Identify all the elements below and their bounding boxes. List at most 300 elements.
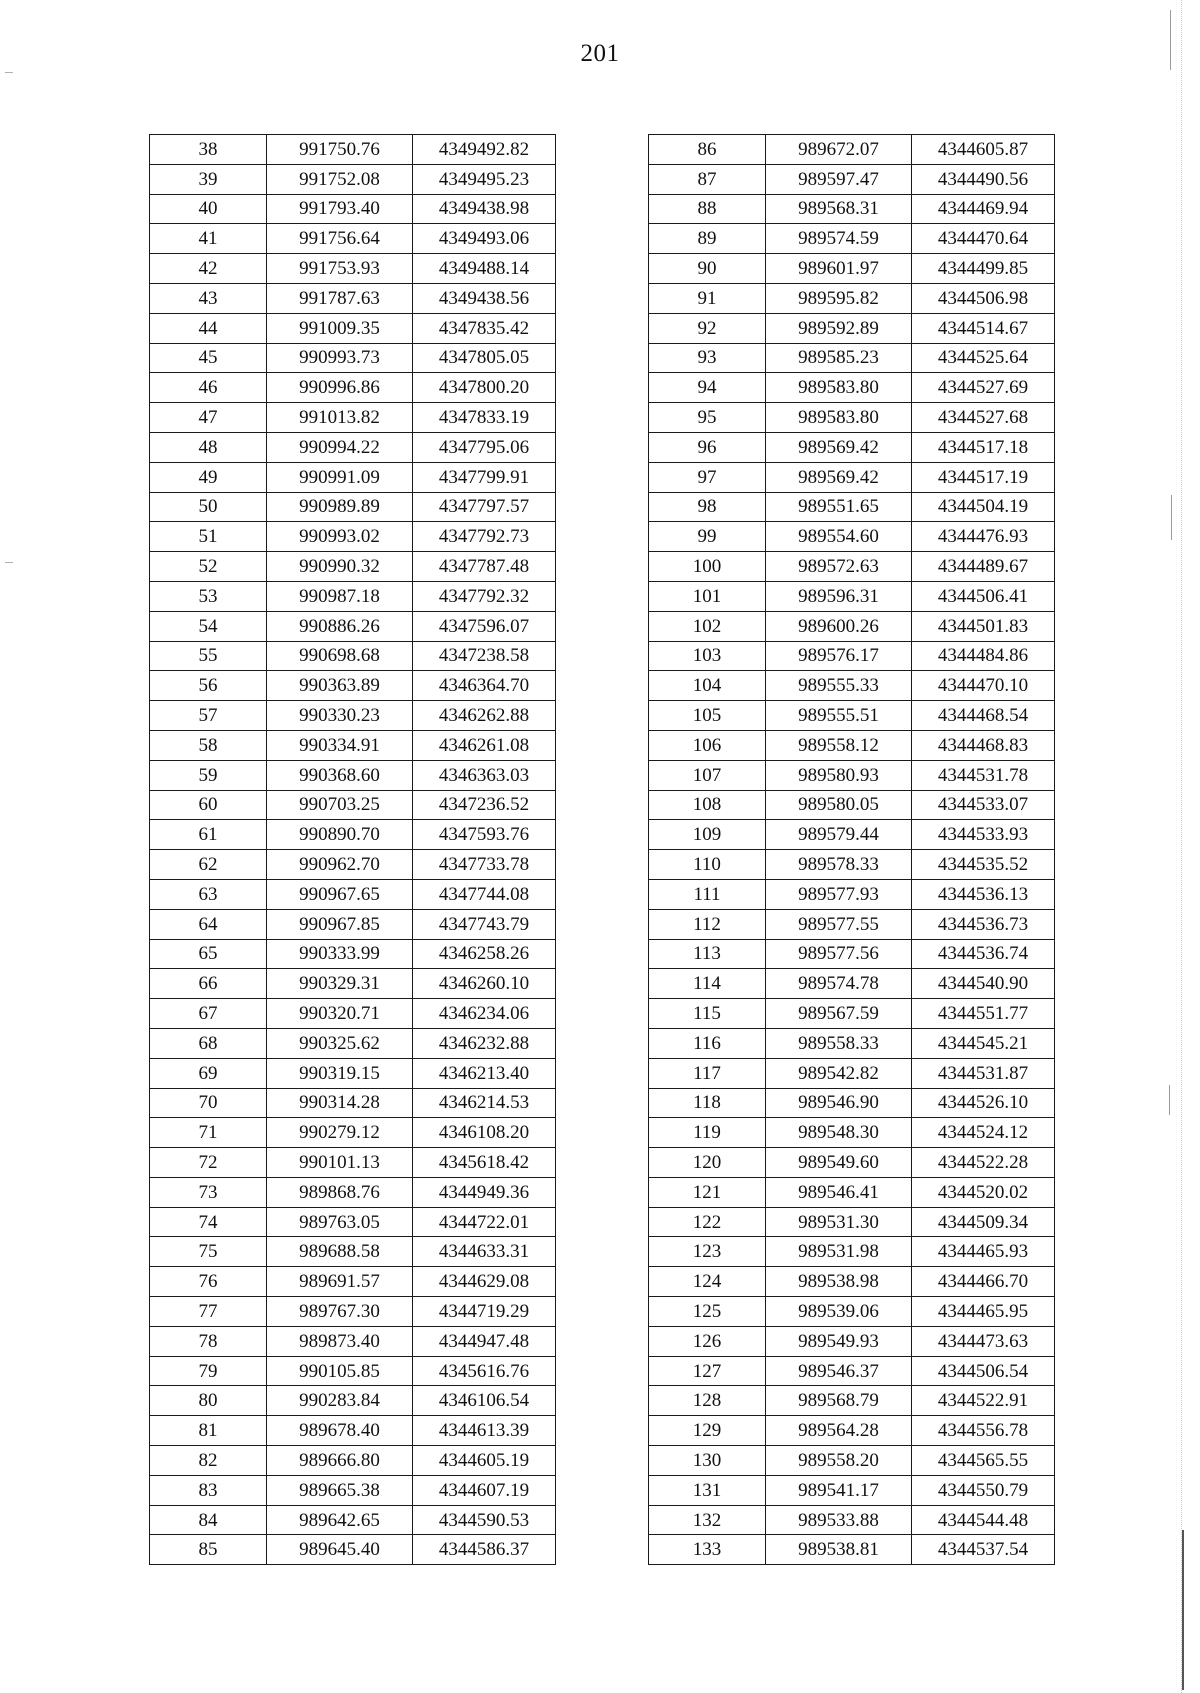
x-coordinate-cell: 991787.63 — [267, 283, 413, 313]
x-coordinate-cell: 989538.81 — [766, 1535, 912, 1565]
x-coordinate-cell: 989642.65 — [267, 1505, 413, 1535]
point-number-cell: 99 — [649, 522, 766, 552]
table-row — [150, 1475, 556, 1505]
point-number-cell: 108 — [649, 790, 766, 820]
table-row — [150, 999, 556, 1029]
table-row — [150, 1386, 556, 1416]
x-coordinate-cell: 990990.32 — [267, 552, 413, 582]
x-coordinate-cell: 989596.31 — [766, 581, 912, 611]
table-row — [150, 1177, 556, 1207]
y-coordinate-cell: 4344586.37 — [413, 1535, 556, 1565]
point-number-cell: 48 — [150, 432, 267, 462]
table-row — [150, 373, 556, 403]
table-row — [649, 254, 1055, 284]
y-coordinate-cell: 4344719.29 — [413, 1297, 556, 1327]
point-number-cell: 58 — [150, 730, 267, 760]
y-coordinate-cell: 4344522.28 — [912, 1148, 1055, 1178]
point-number-cell: 40 — [150, 194, 267, 224]
x-coordinate-cell: 989688.58 — [267, 1237, 413, 1267]
y-coordinate-cell: 4344556.78 — [912, 1416, 1055, 1446]
x-coordinate-cell: 989595.82 — [766, 283, 912, 313]
x-coordinate-cell: 990996.86 — [267, 373, 413, 403]
point-number-cell: 88 — [649, 194, 766, 224]
x-coordinate-cell: 990993.02 — [267, 522, 413, 552]
table-row — [649, 164, 1055, 194]
point-number-cell: 95 — [649, 403, 766, 433]
table-row — [649, 1297, 1055, 1327]
table-row — [649, 283, 1055, 313]
point-number-cell: 44 — [150, 313, 267, 343]
y-coordinate-cell: 4346232.88 — [413, 1028, 556, 1058]
table-row — [649, 432, 1055, 462]
table-body — [150, 135, 556, 1565]
table-row — [649, 224, 1055, 254]
point-number-cell: 43 — [150, 283, 267, 313]
point-number-cell: 45 — [150, 343, 267, 373]
y-coordinate-cell: 4349492.82 — [413, 135, 556, 165]
y-coordinate-cell: 4344536.73 — [912, 909, 1055, 939]
y-coordinate-cell: 4344605.87 — [912, 135, 1055, 165]
x-coordinate-cell: 990698.68 — [267, 641, 413, 671]
table-row — [150, 850, 556, 880]
y-coordinate-cell: 4347792.73 — [413, 522, 556, 552]
x-coordinate-cell: 990991.09 — [267, 462, 413, 492]
table-row — [150, 1118, 556, 1148]
y-coordinate-cell: 4344535.52 — [912, 850, 1055, 880]
x-coordinate-cell: 989572.63 — [766, 552, 912, 582]
table-row — [150, 1237, 556, 1267]
table-row — [649, 879, 1055, 909]
table-body — [649, 135, 1055, 1565]
table-row — [649, 611, 1055, 641]
table-row — [150, 313, 556, 343]
y-coordinate-cell: 4344509.34 — [912, 1207, 1055, 1237]
y-coordinate-cell: 4344613.39 — [413, 1416, 556, 1446]
x-coordinate-cell: 989539.06 — [766, 1297, 912, 1327]
table-row — [649, 1356, 1055, 1386]
table-row — [150, 1505, 556, 1535]
y-coordinate-cell: 4344466.70 — [912, 1267, 1055, 1297]
y-coordinate-cell: 4344531.87 — [912, 1058, 1055, 1088]
point-number-cell: 94 — [649, 373, 766, 403]
x-coordinate-cell: 989579.44 — [766, 820, 912, 850]
x-coordinate-cell: 990319.15 — [267, 1058, 413, 1088]
y-coordinate-cell: 4344590.53 — [413, 1505, 556, 1535]
point-number-cell: 102 — [649, 611, 766, 641]
scan-mark — [5, 562, 13, 563]
y-coordinate-cell: 4344501.83 — [912, 611, 1055, 641]
point-number-cell: 56 — [150, 671, 267, 701]
point-number-cell: 75 — [150, 1237, 267, 1267]
x-coordinate-cell: 990105.85 — [267, 1356, 413, 1386]
point-number-cell: 104 — [649, 671, 766, 701]
x-coordinate-cell: 989578.33 — [766, 850, 912, 880]
y-coordinate-cell: 4344525.64 — [912, 343, 1055, 373]
y-coordinate-cell: 4344465.95 — [912, 1297, 1055, 1327]
table-row — [150, 1326, 556, 1356]
point-number-cell: 85 — [150, 1535, 267, 1565]
point-number-cell: 89 — [649, 224, 766, 254]
x-coordinate-cell: 989531.98 — [766, 1237, 912, 1267]
table-row — [649, 671, 1055, 701]
point-number-cell: 100 — [649, 552, 766, 582]
x-coordinate-cell: 989577.93 — [766, 879, 912, 909]
point-number-cell: 129 — [649, 1416, 766, 1446]
coordinate-table-left — [149, 134, 556, 1565]
y-coordinate-cell: 4344489.67 — [912, 552, 1055, 582]
point-number-cell: 39 — [150, 164, 267, 194]
y-coordinate-cell: 4344536.74 — [912, 939, 1055, 969]
point-number-cell: 105 — [649, 701, 766, 731]
y-coordinate-cell: 4344490.56 — [912, 164, 1055, 194]
point-number-cell: 93 — [649, 343, 766, 373]
x-coordinate-cell: 990320.71 — [267, 999, 413, 1029]
point-number-cell: 62 — [150, 850, 267, 880]
x-coordinate-cell: 990329.31 — [267, 969, 413, 999]
y-coordinate-cell: 4344522.91 — [912, 1386, 1055, 1416]
table-row — [649, 820, 1055, 850]
point-number-cell: 114 — [649, 969, 766, 999]
x-coordinate-cell: 990101.13 — [267, 1148, 413, 1178]
x-coordinate-cell: 991753.93 — [267, 254, 413, 284]
y-coordinate-cell: 4347787.48 — [413, 552, 556, 582]
point-number-cell: 118 — [649, 1088, 766, 1118]
table-row — [150, 909, 556, 939]
table-row — [150, 224, 556, 254]
y-coordinate-cell: 4346214.53 — [413, 1088, 556, 1118]
point-number-cell: 86 — [649, 135, 766, 165]
point-number-cell: 47 — [150, 403, 267, 433]
x-coordinate-cell: 989577.56 — [766, 939, 912, 969]
y-coordinate-cell: 4344520.02 — [912, 1177, 1055, 1207]
x-coordinate-cell: 990989.89 — [267, 492, 413, 522]
y-coordinate-cell: 4345616.76 — [413, 1356, 556, 1386]
y-coordinate-cell: 4346106.54 — [413, 1386, 556, 1416]
table-row — [150, 1207, 556, 1237]
y-coordinate-cell: 4344531.78 — [912, 760, 1055, 790]
y-coordinate-cell: 4349438.98 — [413, 194, 556, 224]
point-number-cell: 130 — [649, 1446, 766, 1476]
y-coordinate-cell: 4349495.23 — [413, 164, 556, 194]
table-row — [649, 1088, 1055, 1118]
point-number-cell: 131 — [649, 1475, 766, 1505]
point-number-cell: 55 — [150, 641, 267, 671]
point-number-cell: 67 — [150, 999, 267, 1029]
x-coordinate-cell: 991756.64 — [267, 224, 413, 254]
table-row — [150, 730, 556, 760]
y-coordinate-cell: 4344514.67 — [912, 313, 1055, 343]
table-row — [150, 1416, 556, 1446]
y-coordinate-cell: 4344517.18 — [912, 432, 1055, 462]
point-number-cell: 87 — [649, 164, 766, 194]
table-row — [150, 1148, 556, 1178]
x-coordinate-cell: 989564.28 — [766, 1416, 912, 1446]
point-number-cell: 106 — [649, 730, 766, 760]
table-row — [150, 1088, 556, 1118]
table-row — [150, 194, 556, 224]
x-coordinate-cell: 990967.65 — [267, 879, 413, 909]
point-number-cell: 60 — [150, 790, 267, 820]
y-coordinate-cell: 4346108.20 — [413, 1118, 556, 1148]
point-number-cell: 109 — [649, 820, 766, 850]
point-number-cell: 123 — [649, 1237, 766, 1267]
point-number-cell: 117 — [649, 1058, 766, 1088]
table-row — [649, 850, 1055, 880]
x-coordinate-cell: 991752.08 — [267, 164, 413, 194]
table-row — [150, 1297, 556, 1327]
coordinate-table-right — [648, 134, 1055, 1565]
point-number-cell: 121 — [649, 1177, 766, 1207]
y-coordinate-cell: 4344947.48 — [413, 1326, 556, 1356]
x-coordinate-cell: 989554.60 — [766, 522, 912, 552]
table-row — [649, 1446, 1055, 1476]
y-coordinate-cell: 4344633.31 — [413, 1237, 556, 1267]
x-coordinate-cell: 989555.51 — [766, 701, 912, 731]
y-coordinate-cell: 4344504.19 — [912, 492, 1055, 522]
point-number-cell: 127 — [649, 1356, 766, 1386]
y-coordinate-cell: 4347800.20 — [413, 373, 556, 403]
x-coordinate-cell: 990279.12 — [267, 1118, 413, 1148]
page-number: 201 — [580, 40, 620, 67]
table-row — [649, 999, 1055, 1029]
table-row — [150, 969, 556, 999]
table-row — [150, 283, 556, 313]
point-number-cell: 101 — [649, 581, 766, 611]
point-number-cell: 119 — [649, 1118, 766, 1148]
y-coordinate-cell: 4346234.06 — [413, 999, 556, 1029]
point-number-cell: 76 — [150, 1267, 267, 1297]
point-number-cell: 54 — [150, 611, 267, 641]
y-coordinate-cell: 4347744.08 — [413, 879, 556, 909]
x-coordinate-cell: 989548.30 — [766, 1118, 912, 1148]
point-number-cell: 65 — [150, 939, 267, 969]
scan-edge-artifact — [1181, 0, 1183, 1693]
x-coordinate-cell: 989580.05 — [766, 790, 912, 820]
x-coordinate-cell: 989678.40 — [267, 1416, 413, 1446]
table-row — [649, 1535, 1055, 1565]
x-coordinate-cell: 989645.40 — [267, 1535, 413, 1565]
y-coordinate-cell: 4344506.98 — [912, 283, 1055, 313]
point-number-cell: 126 — [649, 1326, 766, 1356]
point-number-cell: 84 — [150, 1505, 267, 1535]
table-row — [649, 462, 1055, 492]
y-coordinate-cell: 4344470.10 — [912, 671, 1055, 701]
x-coordinate-cell: 990368.60 — [267, 760, 413, 790]
x-coordinate-cell: 989567.59 — [766, 999, 912, 1029]
table-row — [150, 581, 556, 611]
table-row — [649, 1148, 1055, 1178]
y-coordinate-cell: 4346260.10 — [413, 969, 556, 999]
x-coordinate-cell: 989538.98 — [766, 1267, 912, 1297]
y-coordinate-cell: 4347593.76 — [413, 820, 556, 850]
table-row — [150, 641, 556, 671]
x-coordinate-cell: 989873.40 — [267, 1326, 413, 1356]
x-coordinate-cell: 990314.28 — [267, 1088, 413, 1118]
table-row — [649, 1058, 1055, 1088]
y-coordinate-cell: 4347805.05 — [413, 343, 556, 373]
y-coordinate-cell: 4344465.93 — [912, 1237, 1055, 1267]
x-coordinate-cell: 989580.93 — [766, 760, 912, 790]
y-coordinate-cell: 4346363.03 — [413, 760, 556, 790]
point-number-cell: 51 — [150, 522, 267, 552]
x-coordinate-cell: 989541.17 — [766, 1475, 912, 1505]
point-number-cell: 50 — [150, 492, 267, 522]
y-coordinate-cell: 4344476.93 — [912, 522, 1055, 552]
y-coordinate-cell: 4346261.08 — [413, 730, 556, 760]
table-row — [649, 581, 1055, 611]
table-row — [150, 820, 556, 850]
x-coordinate-cell: 989601.97 — [766, 254, 912, 284]
y-coordinate-cell: 4344605.19 — [413, 1446, 556, 1476]
y-coordinate-cell: 4344527.69 — [912, 373, 1055, 403]
table-row — [150, 522, 556, 552]
point-number-cell: 125 — [649, 1297, 766, 1327]
y-coordinate-cell: 4344524.12 — [912, 1118, 1055, 1148]
table-row — [649, 492, 1055, 522]
point-number-cell: 77 — [150, 1297, 267, 1327]
point-number-cell: 122 — [649, 1207, 766, 1237]
x-coordinate-cell: 989558.20 — [766, 1446, 912, 1476]
table-row — [649, 641, 1055, 671]
x-coordinate-cell: 989555.33 — [766, 671, 912, 701]
y-coordinate-cell: 4344527.68 — [912, 403, 1055, 433]
x-coordinate-cell: 989533.88 — [766, 1505, 912, 1535]
table-row — [649, 730, 1055, 760]
x-coordinate-cell: 990886.26 — [267, 611, 413, 641]
table-row — [150, 492, 556, 522]
point-number-cell: 61 — [150, 820, 267, 850]
y-coordinate-cell: 4346258.26 — [413, 939, 556, 969]
y-coordinate-cell: 4344629.08 — [413, 1267, 556, 1297]
x-coordinate-cell: 989600.26 — [766, 611, 912, 641]
x-coordinate-cell: 989691.57 — [267, 1267, 413, 1297]
x-coordinate-cell: 989568.79 — [766, 1386, 912, 1416]
point-number-cell: 97 — [649, 462, 766, 492]
table-row — [649, 1416, 1055, 1446]
point-number-cell: 74 — [150, 1207, 267, 1237]
x-coordinate-cell: 990703.25 — [267, 790, 413, 820]
table-row — [150, 1446, 556, 1476]
table-row — [649, 1475, 1055, 1505]
y-coordinate-cell: 4347799.91 — [413, 462, 556, 492]
x-coordinate-cell: 990325.62 — [267, 1028, 413, 1058]
table-row — [150, 760, 556, 790]
y-coordinate-cell: 4344506.54 — [912, 1356, 1055, 1386]
point-number-cell: 69 — [150, 1058, 267, 1088]
table-row — [649, 522, 1055, 552]
y-coordinate-cell: 4344536.13 — [912, 879, 1055, 909]
table-row — [150, 1058, 556, 1088]
x-coordinate-cell: 990967.85 — [267, 909, 413, 939]
y-coordinate-cell: 4344484.86 — [912, 641, 1055, 671]
y-coordinate-cell: 4344470.64 — [912, 224, 1055, 254]
y-coordinate-cell: 4344469.94 — [912, 194, 1055, 224]
y-coordinate-cell: 4344545.21 — [912, 1028, 1055, 1058]
x-coordinate-cell: 989574.59 — [766, 224, 912, 254]
table-row — [150, 611, 556, 641]
table-row — [649, 760, 1055, 790]
x-coordinate-cell: 990993.73 — [267, 343, 413, 373]
point-number-cell: 110 — [649, 850, 766, 880]
y-coordinate-cell: 4346364.70 — [413, 671, 556, 701]
x-coordinate-cell: 990363.89 — [267, 671, 413, 701]
y-coordinate-cell: 4344722.01 — [413, 1207, 556, 1237]
table-row — [150, 1267, 556, 1297]
x-coordinate-cell: 989763.05 — [267, 1207, 413, 1237]
point-number-cell: 82 — [150, 1446, 267, 1476]
point-number-cell: 79 — [150, 1356, 267, 1386]
y-coordinate-cell: 4347833.19 — [413, 403, 556, 433]
table-row — [649, 373, 1055, 403]
table-row — [150, 254, 556, 284]
scan-mark — [1171, 495, 1172, 540]
y-coordinate-cell: 4344506.41 — [912, 581, 1055, 611]
point-number-cell: 96 — [649, 432, 766, 462]
table-row — [649, 701, 1055, 731]
point-number-cell: 46 — [150, 373, 267, 403]
point-number-cell: 49 — [150, 462, 267, 492]
x-coordinate-cell: 989549.60 — [766, 1148, 912, 1178]
point-number-cell: 53 — [150, 581, 267, 611]
table-row — [649, 194, 1055, 224]
x-coordinate-cell: 989531.30 — [766, 1207, 912, 1237]
table-row — [150, 343, 556, 373]
table-row — [649, 790, 1055, 820]
point-number-cell: 59 — [150, 760, 267, 790]
y-coordinate-cell: 4344949.36 — [413, 1177, 556, 1207]
table-row — [649, 969, 1055, 999]
x-coordinate-cell: 989583.80 — [766, 373, 912, 403]
y-coordinate-cell: 4347792.32 — [413, 581, 556, 611]
point-number-cell: 70 — [150, 1088, 267, 1118]
scan-mark — [5, 72, 13, 73]
x-coordinate-cell: 989767.30 — [267, 1297, 413, 1327]
x-coordinate-cell: 991009.35 — [267, 313, 413, 343]
y-coordinate-cell: 4346262.88 — [413, 701, 556, 731]
point-number-cell: 91 — [649, 283, 766, 313]
point-number-cell: 66 — [150, 969, 267, 999]
y-coordinate-cell: 4349488.14 — [413, 254, 556, 284]
y-coordinate-cell: 4344468.54 — [912, 701, 1055, 731]
x-coordinate-cell: 990987.18 — [267, 581, 413, 611]
point-number-cell: 71 — [150, 1118, 267, 1148]
y-coordinate-cell: 4344533.93 — [912, 820, 1055, 850]
table-row — [649, 1237, 1055, 1267]
point-number-cell: 80 — [150, 1386, 267, 1416]
point-number-cell: 92 — [649, 313, 766, 343]
table-row — [649, 313, 1055, 343]
point-number-cell: 57 — [150, 701, 267, 731]
point-number-cell: 64 — [150, 909, 267, 939]
x-coordinate-cell: 989568.31 — [766, 194, 912, 224]
x-coordinate-cell: 989546.37 — [766, 1356, 912, 1386]
x-coordinate-cell: 990890.70 — [267, 820, 413, 850]
y-coordinate-cell: 4345618.42 — [413, 1148, 556, 1178]
x-coordinate-cell: 989585.23 — [766, 343, 912, 373]
table-row — [649, 1207, 1055, 1237]
point-number-cell: 111 — [649, 879, 766, 909]
point-number-cell: 107 — [649, 760, 766, 790]
y-coordinate-cell: 4344607.19 — [413, 1475, 556, 1505]
point-number-cell: 128 — [649, 1386, 766, 1416]
table-row — [649, 1326, 1055, 1356]
point-number-cell: 41 — [150, 224, 267, 254]
table-row — [649, 1177, 1055, 1207]
table-row — [649, 1028, 1055, 1058]
x-coordinate-cell: 989666.80 — [267, 1446, 413, 1476]
x-coordinate-cell: 991750.76 — [267, 135, 413, 165]
y-coordinate-cell: 4344499.85 — [912, 254, 1055, 284]
